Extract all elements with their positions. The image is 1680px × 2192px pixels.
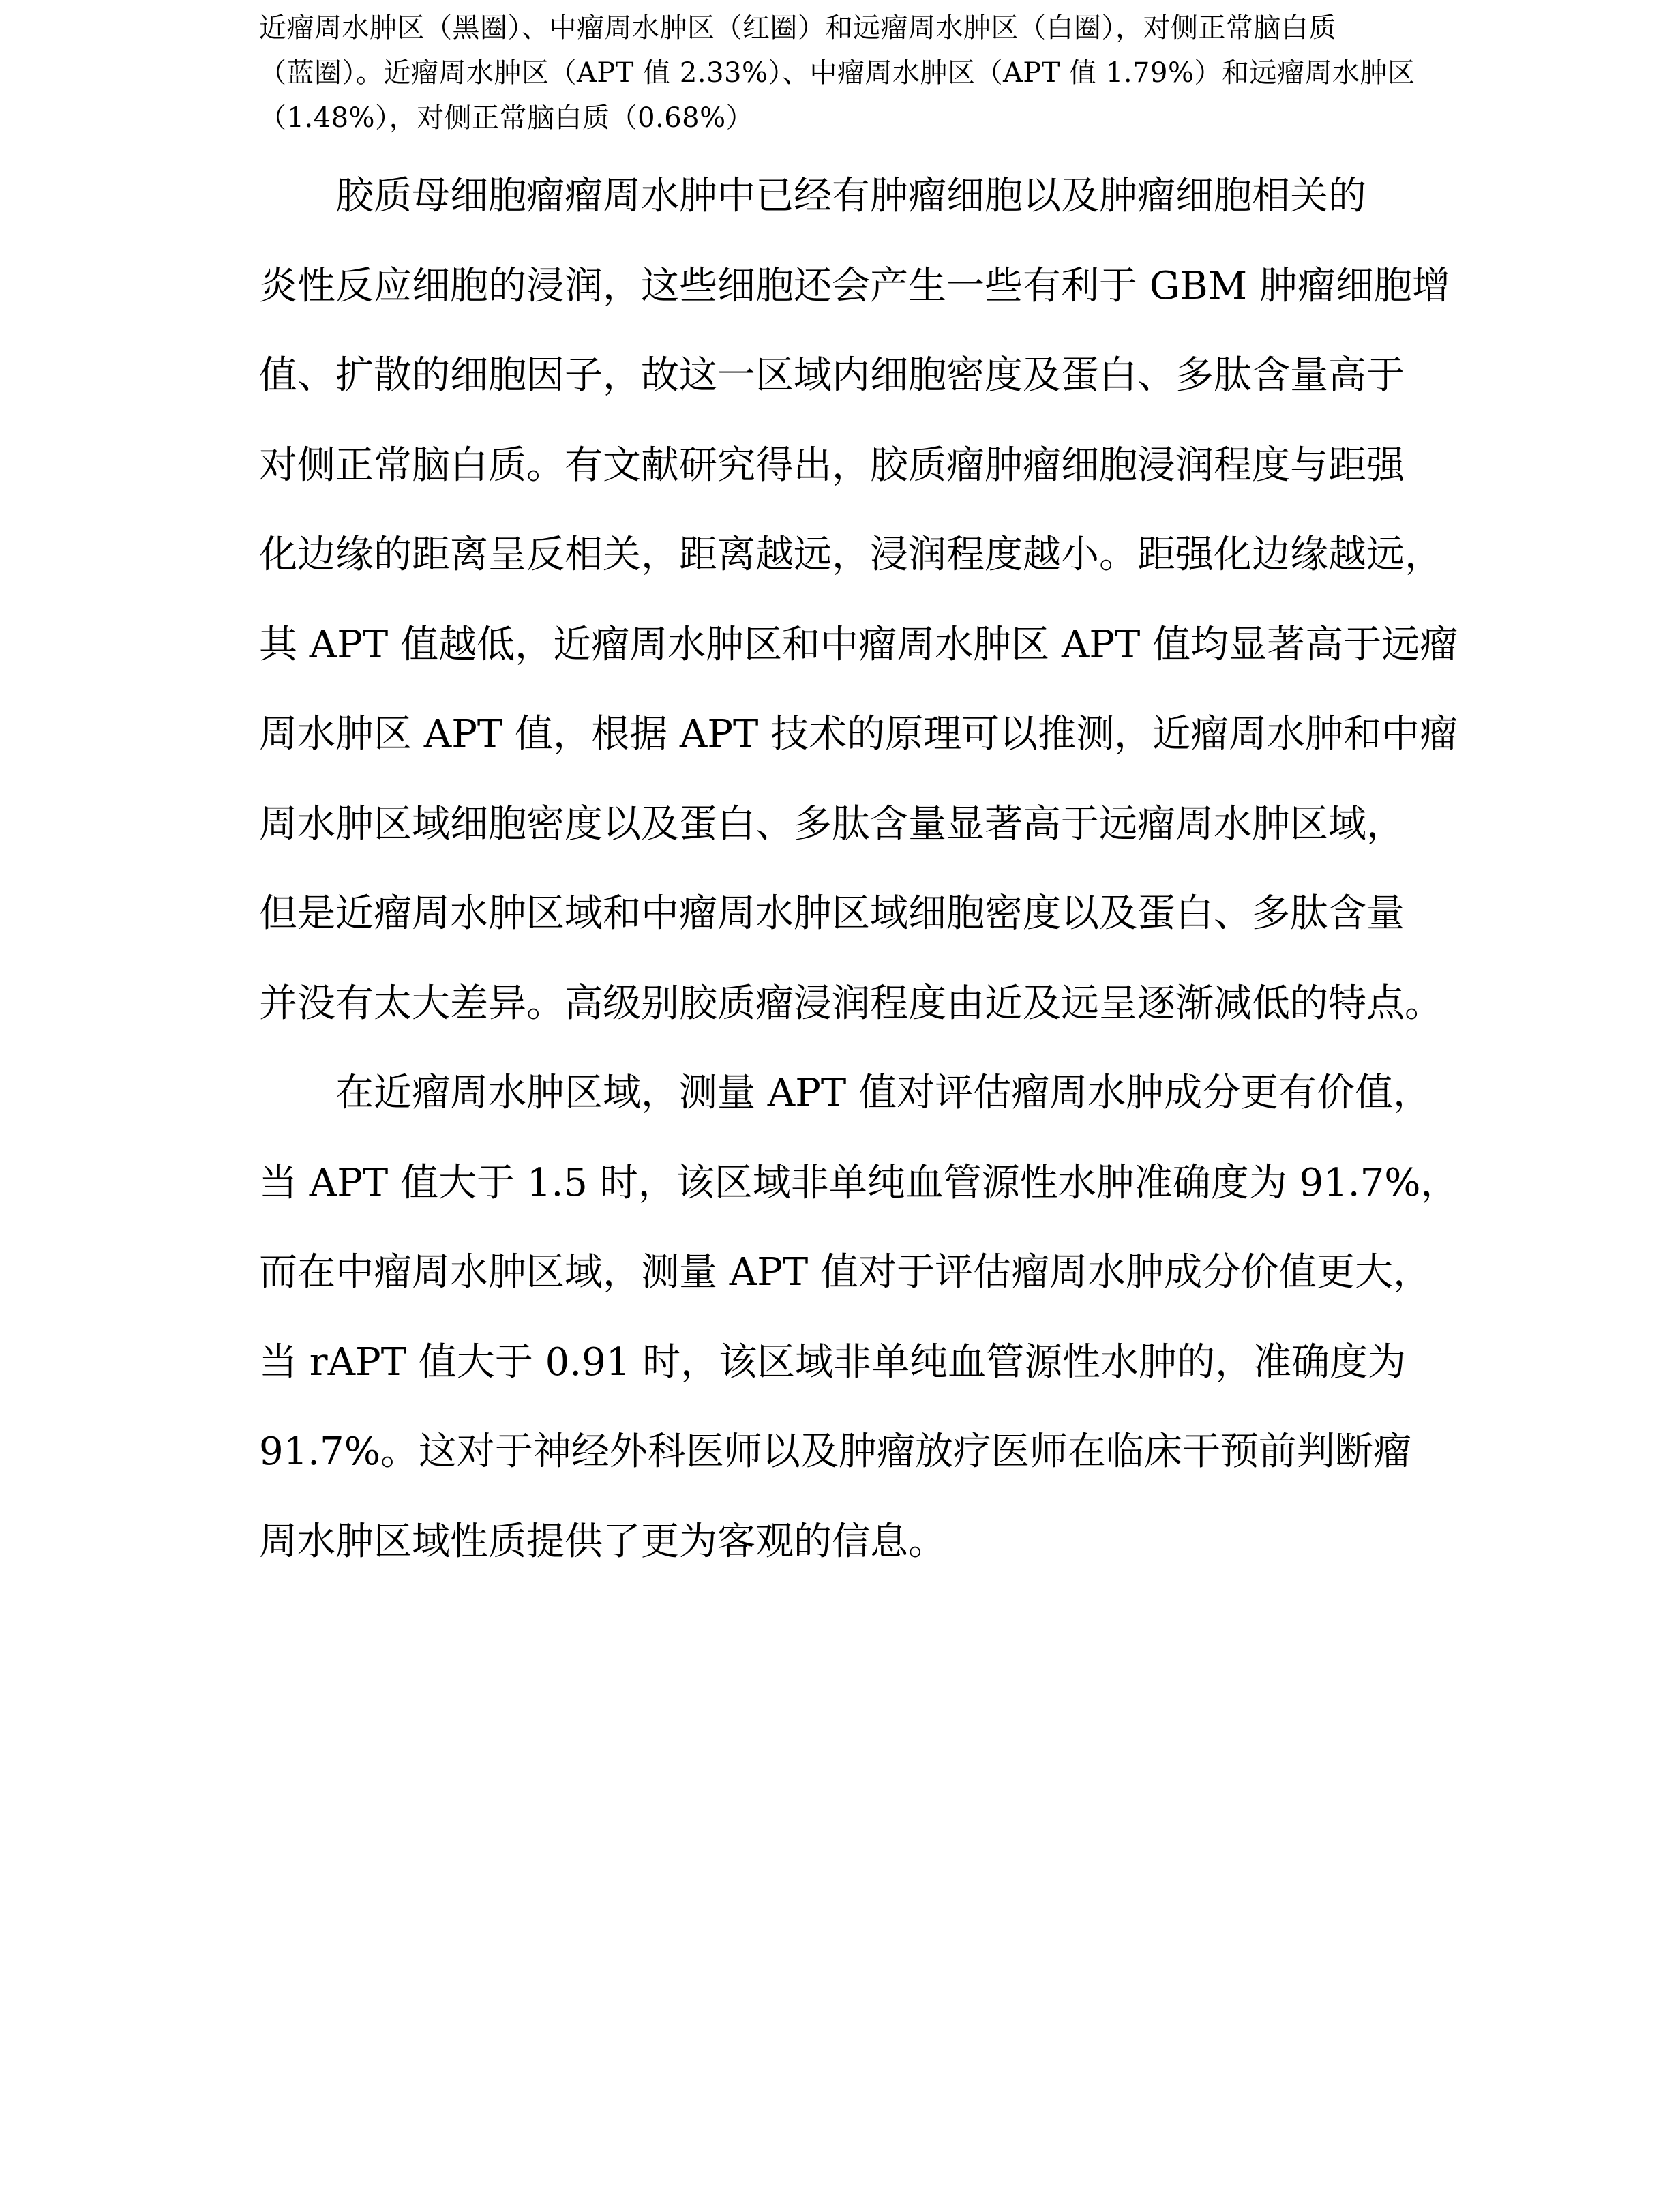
- paragraph-infiltration: [259, 151, 1458, 1048]
- paragraph-line: 当 APT 值大于 1.5 时，该区域非单纯血管源性水肿准确度为 91.7%，: [259, 1160, 1459, 1205]
- paragraph-line: 在近瘤周水肿区域，测量 APT 值对评估瘤周水肿成分更有价值，: [335, 1071, 1432, 1115]
- paragraph-line: 化边缘的距离呈反相关，距离越远，浸润程度越小。距强化边缘越远，: [259, 533, 1443, 577]
- paragraph-line: 但是近瘤周水肿区域和中瘤周水肿区域细胞密度以及蛋白、多肽含量: [259, 891, 1405, 936]
- paragraph-line: 当 rAPT 值大于 0.91 时，该区域非单纯血管源性水肿的，准确度为: [259, 1339, 1407, 1384]
- paragraph-line: 周水肿区域性质提供了更为客观的信息。: [259, 1519, 946, 1564]
- paragraph-line: 周水肿区 APT 值，根据 APT 技术的原理可以推测，近瘤周水肿和中瘤: [259, 712, 1458, 756]
- caption-line: （蓝圈）。近瘤周水肿区（APT 值 2.33%）、中瘤周水肿区（APT 值 1.79%）和远瘤周水肿区: [259, 57, 1415, 89]
- figure-caption: [259, 5, 1445, 140]
- paragraph-line: 胶质母细胞瘤瘤周水肿中已经有肿瘤细胞以及肿瘤细胞相关的: [335, 174, 1366, 218]
- paragraph-line: 而在中瘤周水肿区域，测量 APT 值对于评估瘤周水肿成分价值更大，: [259, 1250, 1432, 1294]
- paragraph-line: 并没有太大差异。高级别胶质瘤浸润程度由近及远呈逐渐减低的特点。: [259, 981, 1443, 1026]
- paragraph-line: 91.7%。这对于神经外科医师以及肿瘤放疗医师在临床干预前判断瘤: [259, 1430, 1411, 1474]
- paragraph-line: 值、扩散的细胞因子，故这一区域内细胞密度及蛋白、多肽含量高于: [259, 353, 1405, 398]
- paragraph-line: 周水肿区域细胞密度以及蛋白、多肽含量显著高于远瘤周水肿区域，: [259, 801, 1405, 846]
- paragraph-apt-value: [259, 1048, 1459, 1586]
- caption-line: 近瘤周水肿区（黑圈）、中瘤周水肿区（红圈）和远瘤周水肿区（白圈），对侧正常脑白质: [259, 12, 1336, 44]
- paragraph-line: 其 APT 值越低，近瘤周水肿区和中瘤周水肿区 APT 值均显著高于远瘤: [259, 622, 1458, 667]
- body-text: [259, 151, 1459, 1586]
- caption-line: （1.48%），对侧正常脑白质（0.68%）: [259, 102, 754, 134]
- paragraph-line: 炎性反应细胞的浸润，这些细胞还会产生一些有利于 GBM 肿瘤细胞增: [259, 263, 1450, 308]
- paragraph-line: 对侧正常脑白质。有文献研究得出，胶质瘤肿瘤细胞浸润程度与距强: [259, 443, 1405, 488]
